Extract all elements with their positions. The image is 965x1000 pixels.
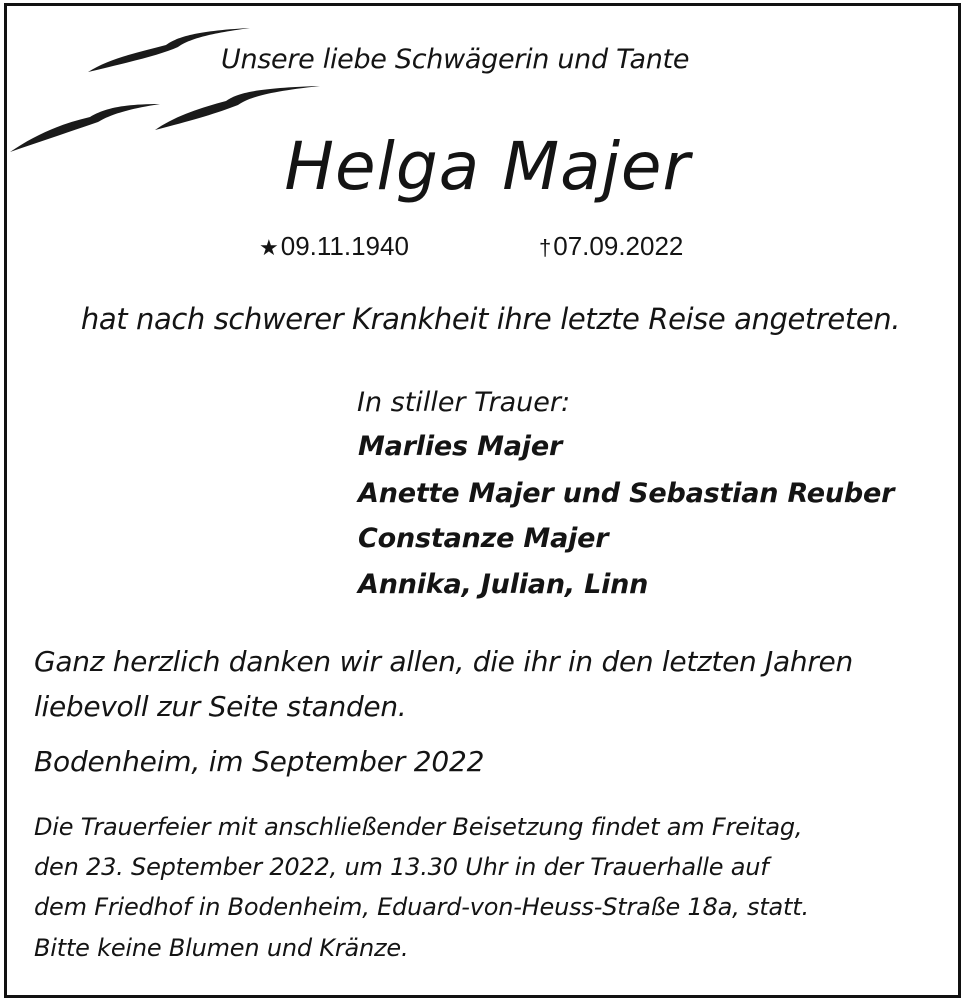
mourner-name: Constanze Majer (358, 523, 609, 554)
place-date: Bodenheim, im September 2022 (34, 745, 485, 778)
death-date: 07.09.2022 (553, 231, 684, 261)
cross-icon: † (539, 235, 552, 260)
birth-date: 09.11.1940 (280, 231, 409, 261)
deceased-name: Helga Majer (284, 128, 691, 205)
funeral-line: dem Friedhof in Bodenheim, Eduard-von-Heuss-Straße 18a, statt. (34, 893, 809, 921)
mourner-name: Marlies Majer (358, 431, 563, 462)
seagull-icon (155, 86, 320, 130)
journey-text: hat nach schwerer Krankheit ihre letzte Reise angetreten. (80, 302, 901, 336)
intro-line: Unsere liebe Schwägerin und Tante (221, 44, 690, 75)
funeral-line: Bitte keine Blumen und Kränze. (34, 934, 409, 962)
funeral-line: Die Trauerfeier mit anschließender Beisetzung findet am Freitag, (34, 813, 803, 841)
birth-date-line (259, 231, 409, 262)
death-date-line (539, 231, 683, 262)
mourner-name: Anette Majer und Sebastian Reuber (358, 478, 895, 509)
thanks-line: liebevoll zur Seite standen. (34, 690, 407, 723)
mourning-label: In stiller Trauer: (357, 387, 571, 418)
thanks-line: Ganz herzlich danken wir allen, die ihr in den letzten Jahren (34, 645, 853, 678)
funeral-line: den 23. September 2022, um 13.30 Uhr in der Trauerhalle auf (34, 853, 769, 881)
mourner-name: Annika, Julian, Linn (358, 569, 649, 600)
star-icon: ★ (259, 235, 279, 260)
